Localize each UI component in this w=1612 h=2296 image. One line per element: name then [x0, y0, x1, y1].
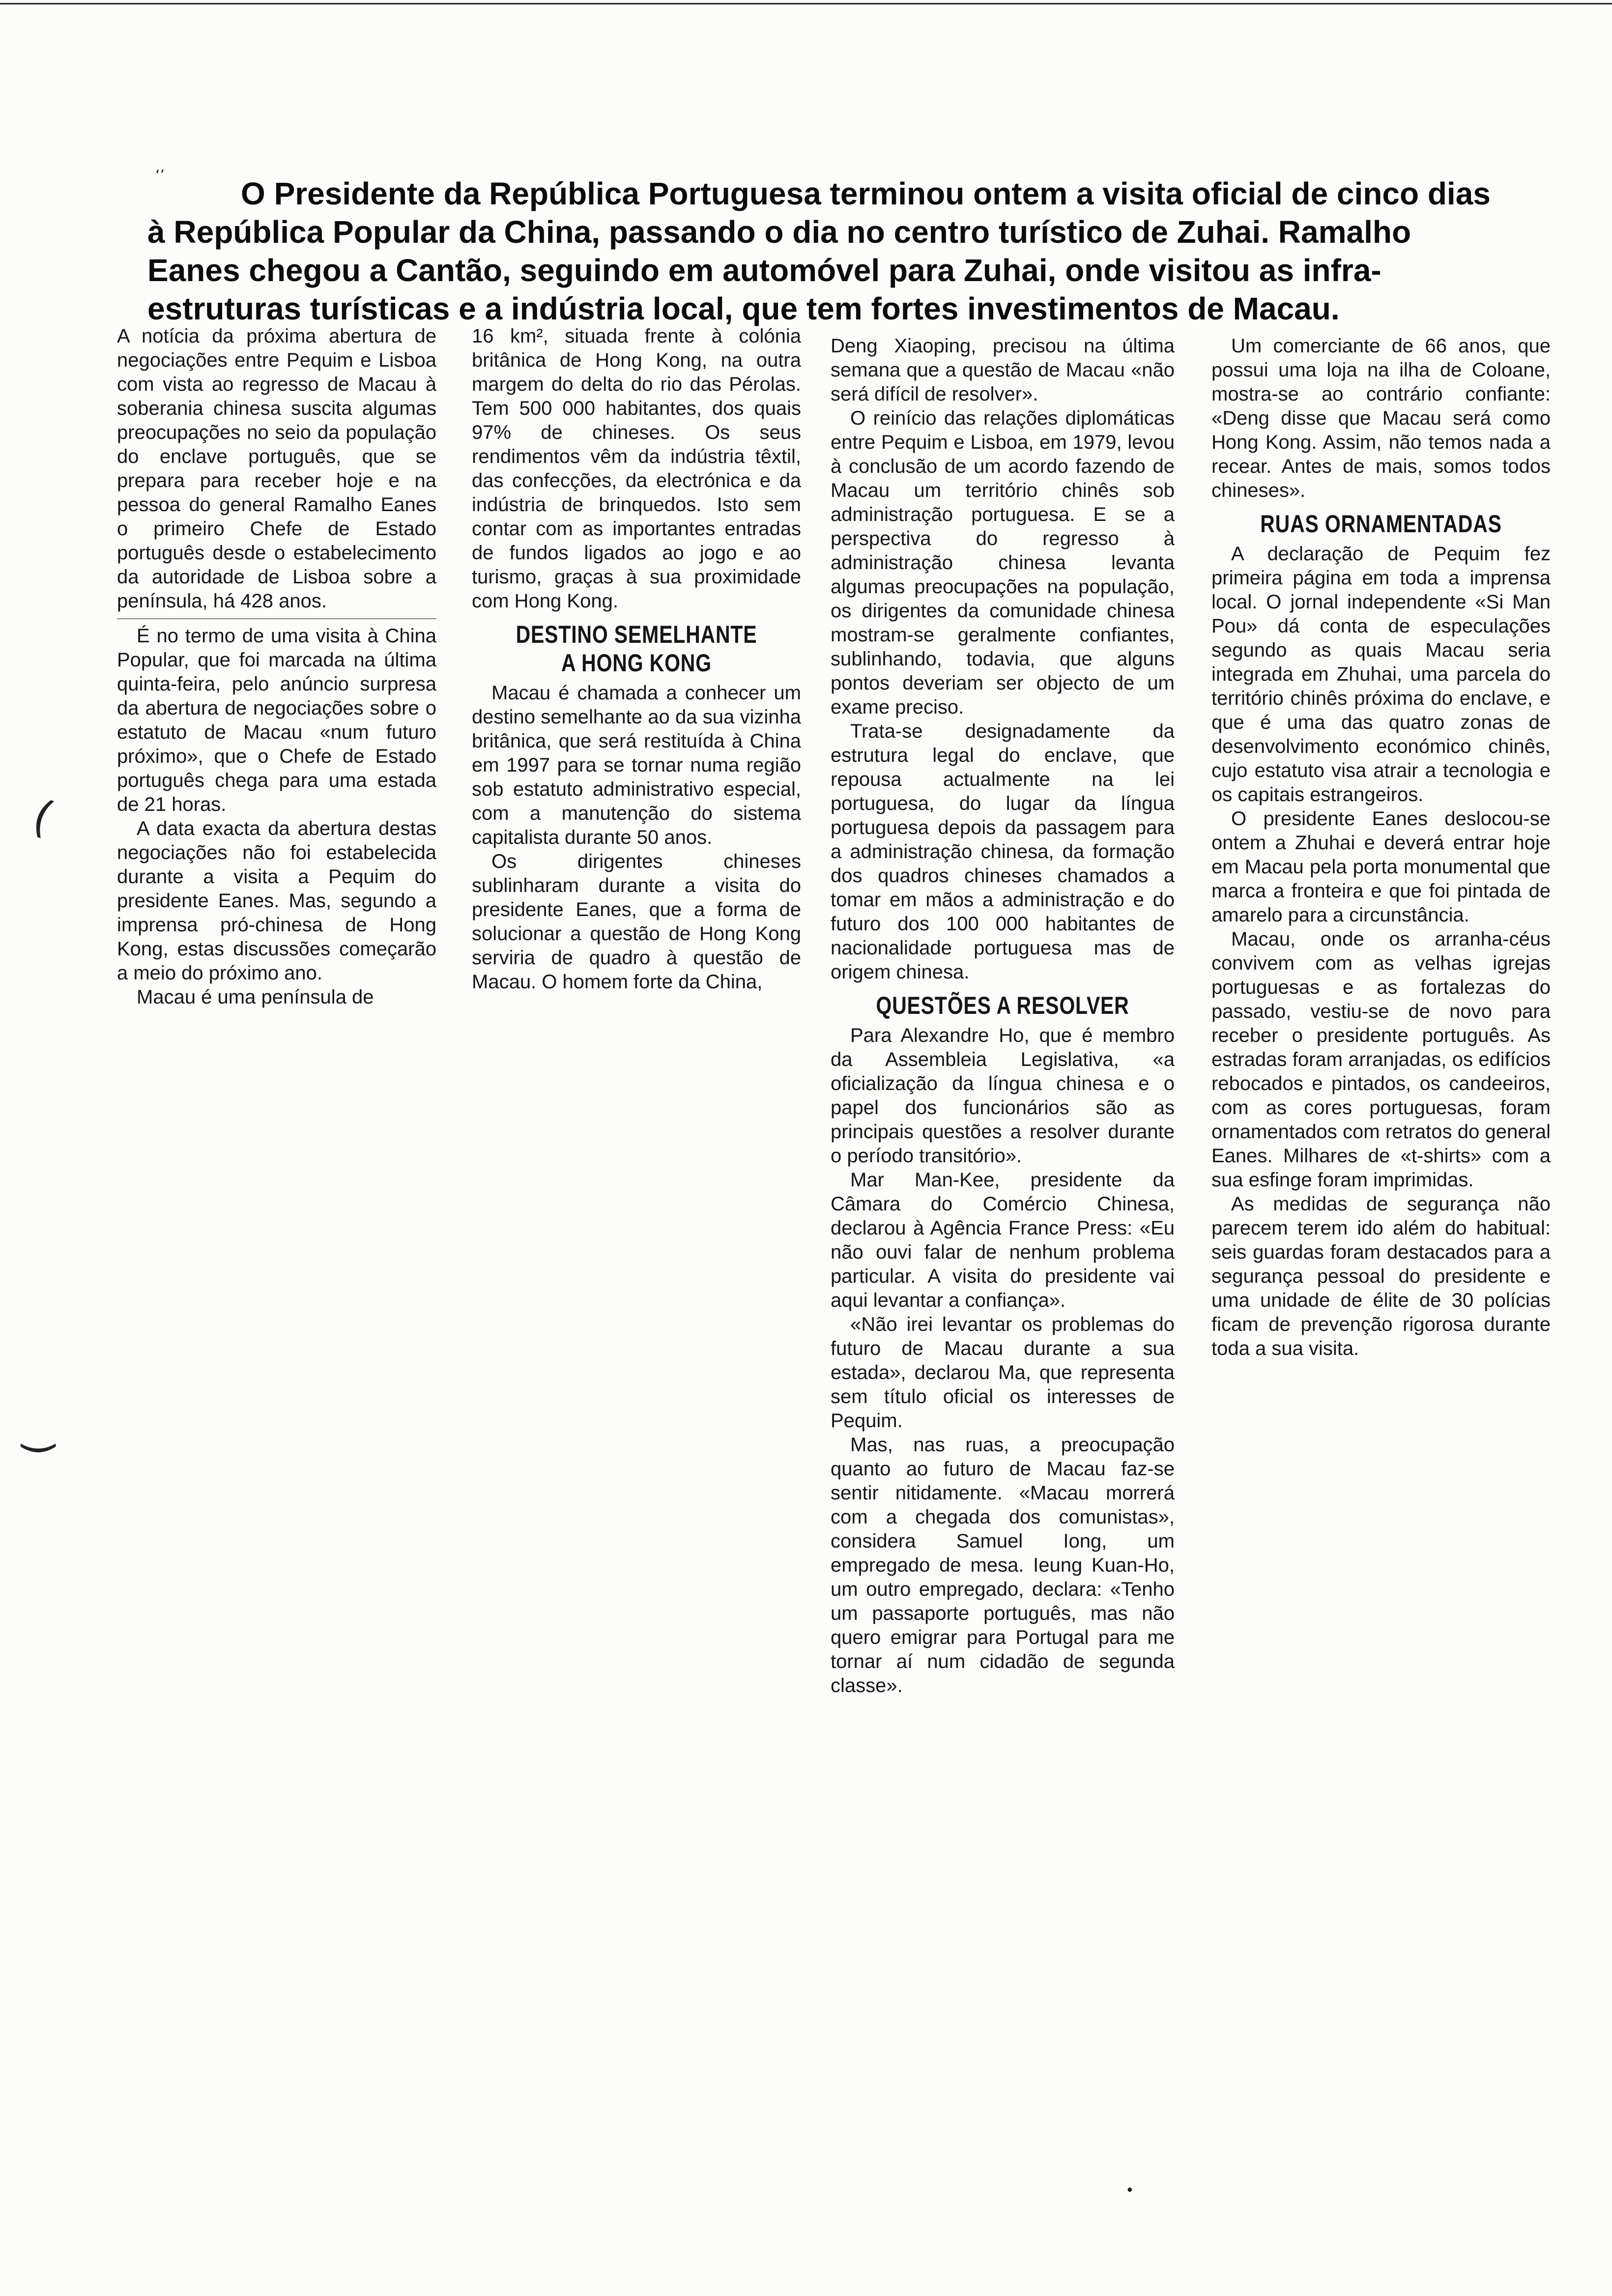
lead-paragraph	[147, 174, 1504, 328]
paragraph: Mar Man-Kee, presidente da Câmara do Comércio Chinesa, declarou à Agência France Press: «Eu não ouvi falar de nenhum problema particular. A visita do presidente vai aqui levantar a confiança».	[831, 1169, 1175, 1311]
paragraph: Macau é uma península de	[137, 986, 374, 1008]
paragraph: O presidente Eanes deslocou-se ontem a Zhuhai e deverá entrar hoje em Macau pela porta monumental que marca a fronteira e que foi pintada de amarelo para a circunstância.	[1211, 808, 1551, 926]
paragraph: É no termo de uma visita à China Popular, que foi marcada na última quinta-feira, pelo anúncio surpresa da abertura de negociações sobre o estatuto de Macau «num futuro próximo», que o Chefe de Estado português chega para uma estada de 21 horas.	[117, 625, 436, 815]
smudge-mark: ‘’	[155, 167, 165, 184]
paragraph: A data exacta da abertura destas negociações não foi estabelecida durante a visita a Pequim do presidente Eanes. Mas, segundo a imprensa pró-chinesa de Hong Kong, estas discussões começarão a meio do próximo ano.	[117, 818, 436, 984]
top-border-line	[0, 3, 1612, 4]
dot-mark: •	[1125, 2182, 1134, 2199]
article-column-2	[472, 324, 801, 994]
article-column-1	[117, 324, 436, 1009]
lead-text: O Presidente da República Portuguesa terminou ontem a visita oficial de cinco dias à República Popular da China, passando o dia no centro turístico de Zuhai. Ramalho Eanes chegou a Cantão, seguindo em automóvel para Zuhai, onde visitou as infra-estruturas turísticas e a indústria local, que tem fortes investimentos de Macau.	[147, 176, 1491, 326]
margin-bracket-mark: (	[14, 1440, 60, 1456]
paragraph: 16 km², situada frente à colónia britânica de Hong Kong, na outra margem do delta do rio das Pérolas. Tem 500 000 habitantes, dos quais 97% de chineses. Os seus rendimentos vêm da indústria têxtil, das confecções, da electrónica e da indústria de brinquedos. Isto sem contar com as importantes entradas de fundos ligados ao jogo e ao turismo, graças à sua proximidade com Hong Kong.	[472, 325, 801, 612]
article-column-3	[831, 334, 1175, 1698]
paragraph: Trata-se designadamente da estrutura legal do enclave, que repousa actualmente na lei portuguesa, do lugar da língua portuguesa depois da passagem para a administração chinesa, da formação dos quadros chineses chamados a tomar em mãos a administração e do futuro dos 100 000 habitantes de nacionalidade portuguesa mas de origem chinesa.	[831, 720, 1175, 983]
paragraph: O reinício das relações diplomáticas entre Pequim e Lisboa, em 1979, levou à conclusão de um acordo fazendo de Macau um território chinês sob administração portuguesa. E se a perspectiva do regresso à administração chinesa levanta algumas preocupações na população, os dirigentes da comunidade chinesa mostram-se geralmente confiantes, sublinhando, todavia, que alguns pontos deveriam ser objecto de um exame preciso.	[831, 407, 1175, 718]
divider	[117, 618, 436, 619]
paragraph: Para Alexandre Ho, que é membro da Assembleia Legislativa, «a oficialização da língua chinesa e o papel dos funcionários são as principais questões a resolver durante o período transitório».	[831, 1025, 1175, 1167]
paragraph: Um comerciante de 66 anos, que possui uma loja na ilha de Coloane, mostra-se ao contrário confiante: «Deng disse que Macau será como Hong Kong. Assim, não temos nada a recear. Antes de mais, somos todos chineses».	[1211, 335, 1551, 501]
subheading-questoes: QUESTÕES A RESOLVER	[876, 992, 1129, 1019]
subheading-destino: DESTINO SEMELHANTE A HONG KONG	[516, 621, 757, 677]
paragraph: Mas, nas ruas, a preocupação quanto ao futuro de Macau faz-se sentir nitidamente. «Macau morrerá com a chegada dos comunistas», considera Samuel Iong, um empregado de mesa. Ieung Kuan-Ho, um outro empregado, declara: «Tenho um passaporte português, mas não quero emigrar para Portugal para me tornar aí num cidadão de segunda classe».	[831, 1434, 1175, 1696]
paragraph: «Não irei levantar os problemas do futuro de Macau durante a sua estada», declarou Ma, que representa sem título oficial os interesses de Pequim.	[831, 1314, 1175, 1432]
paragraph: A declaração de Pequim fez primeira página em toda a imprensa local. O jornal independente «Si Man Pou» dá conta de especulações segundo as quais Macau seria integrada em Zhuhai, uma parcela do território chinês próxima do enclave, e que é uma das quatro zonas de desenvolvimento económico chinês, cujo estatuto visa atrair a tecnologia e os capitais estrangeiros.	[1211, 543, 1551, 805]
paragraph: Macau, onde os arranha-céus convivem com as velhas igrejas portuguesas e as fortalezas do passado, vestiu-se de novo para receber o presidente português. As estradas foram arranjadas, os edifícios rebocados e pintados, os candeeiros, com as cores portuguesas, foram ornamentados com retratos do general Eanes. Milhares de «t-shirts» com a sua esfinge foram imprimidas.	[1211, 928, 1551, 1191]
paragraph: Macau é chamada a conhecer um destino semelhante ao da sua vizinha britânica, que será restituída à China em 1997 para se tornar numa região sob estatuto administrativo especial, com a manutenção do sistema capitalista durante 50 anos.	[472, 682, 801, 848]
paragraph: As medidas de segurança não parecem terem ido além do habitual: seis guardas foram destacados para a segurança pessoal do presidente e uma unidade de élite de 30 polícias ficam de prevenção rigorosa durante toda a sua visita.	[1211, 1193, 1551, 1359]
subheading-ruas: RUAS ORNAMENTADAS	[1260, 510, 1502, 538]
paragraph: A notícia da próxima abertura de negociações entre Pequim e Lisboa com vista ao regresso de Macau à soberania chinesa suscita algumas preocupações no seio da população do enclave português, que se prepara para receber hoje e na pessoa do general Ramalho Eanes o primeiro Chefe de Estado português desde o estabelecimento da autoridade de Lisboa sobre a península, há 428 anos.	[117, 325, 436, 612]
margin-bracket-mark: (	[26, 790, 60, 844]
paragraph: Deng Xiaoping, precisou na última semana que a questão de Macau «não será difícil de resolver».	[831, 335, 1175, 405]
article-column-4	[1211, 334, 1551, 1361]
paragraph: Os dirigentes chineses sublinharam durante a visita do presidente Eanes, que a forma de solucionar a questão de Hong Kong serviria de quadro à questão de Macau. O homem forte da China,	[472, 851, 801, 993]
